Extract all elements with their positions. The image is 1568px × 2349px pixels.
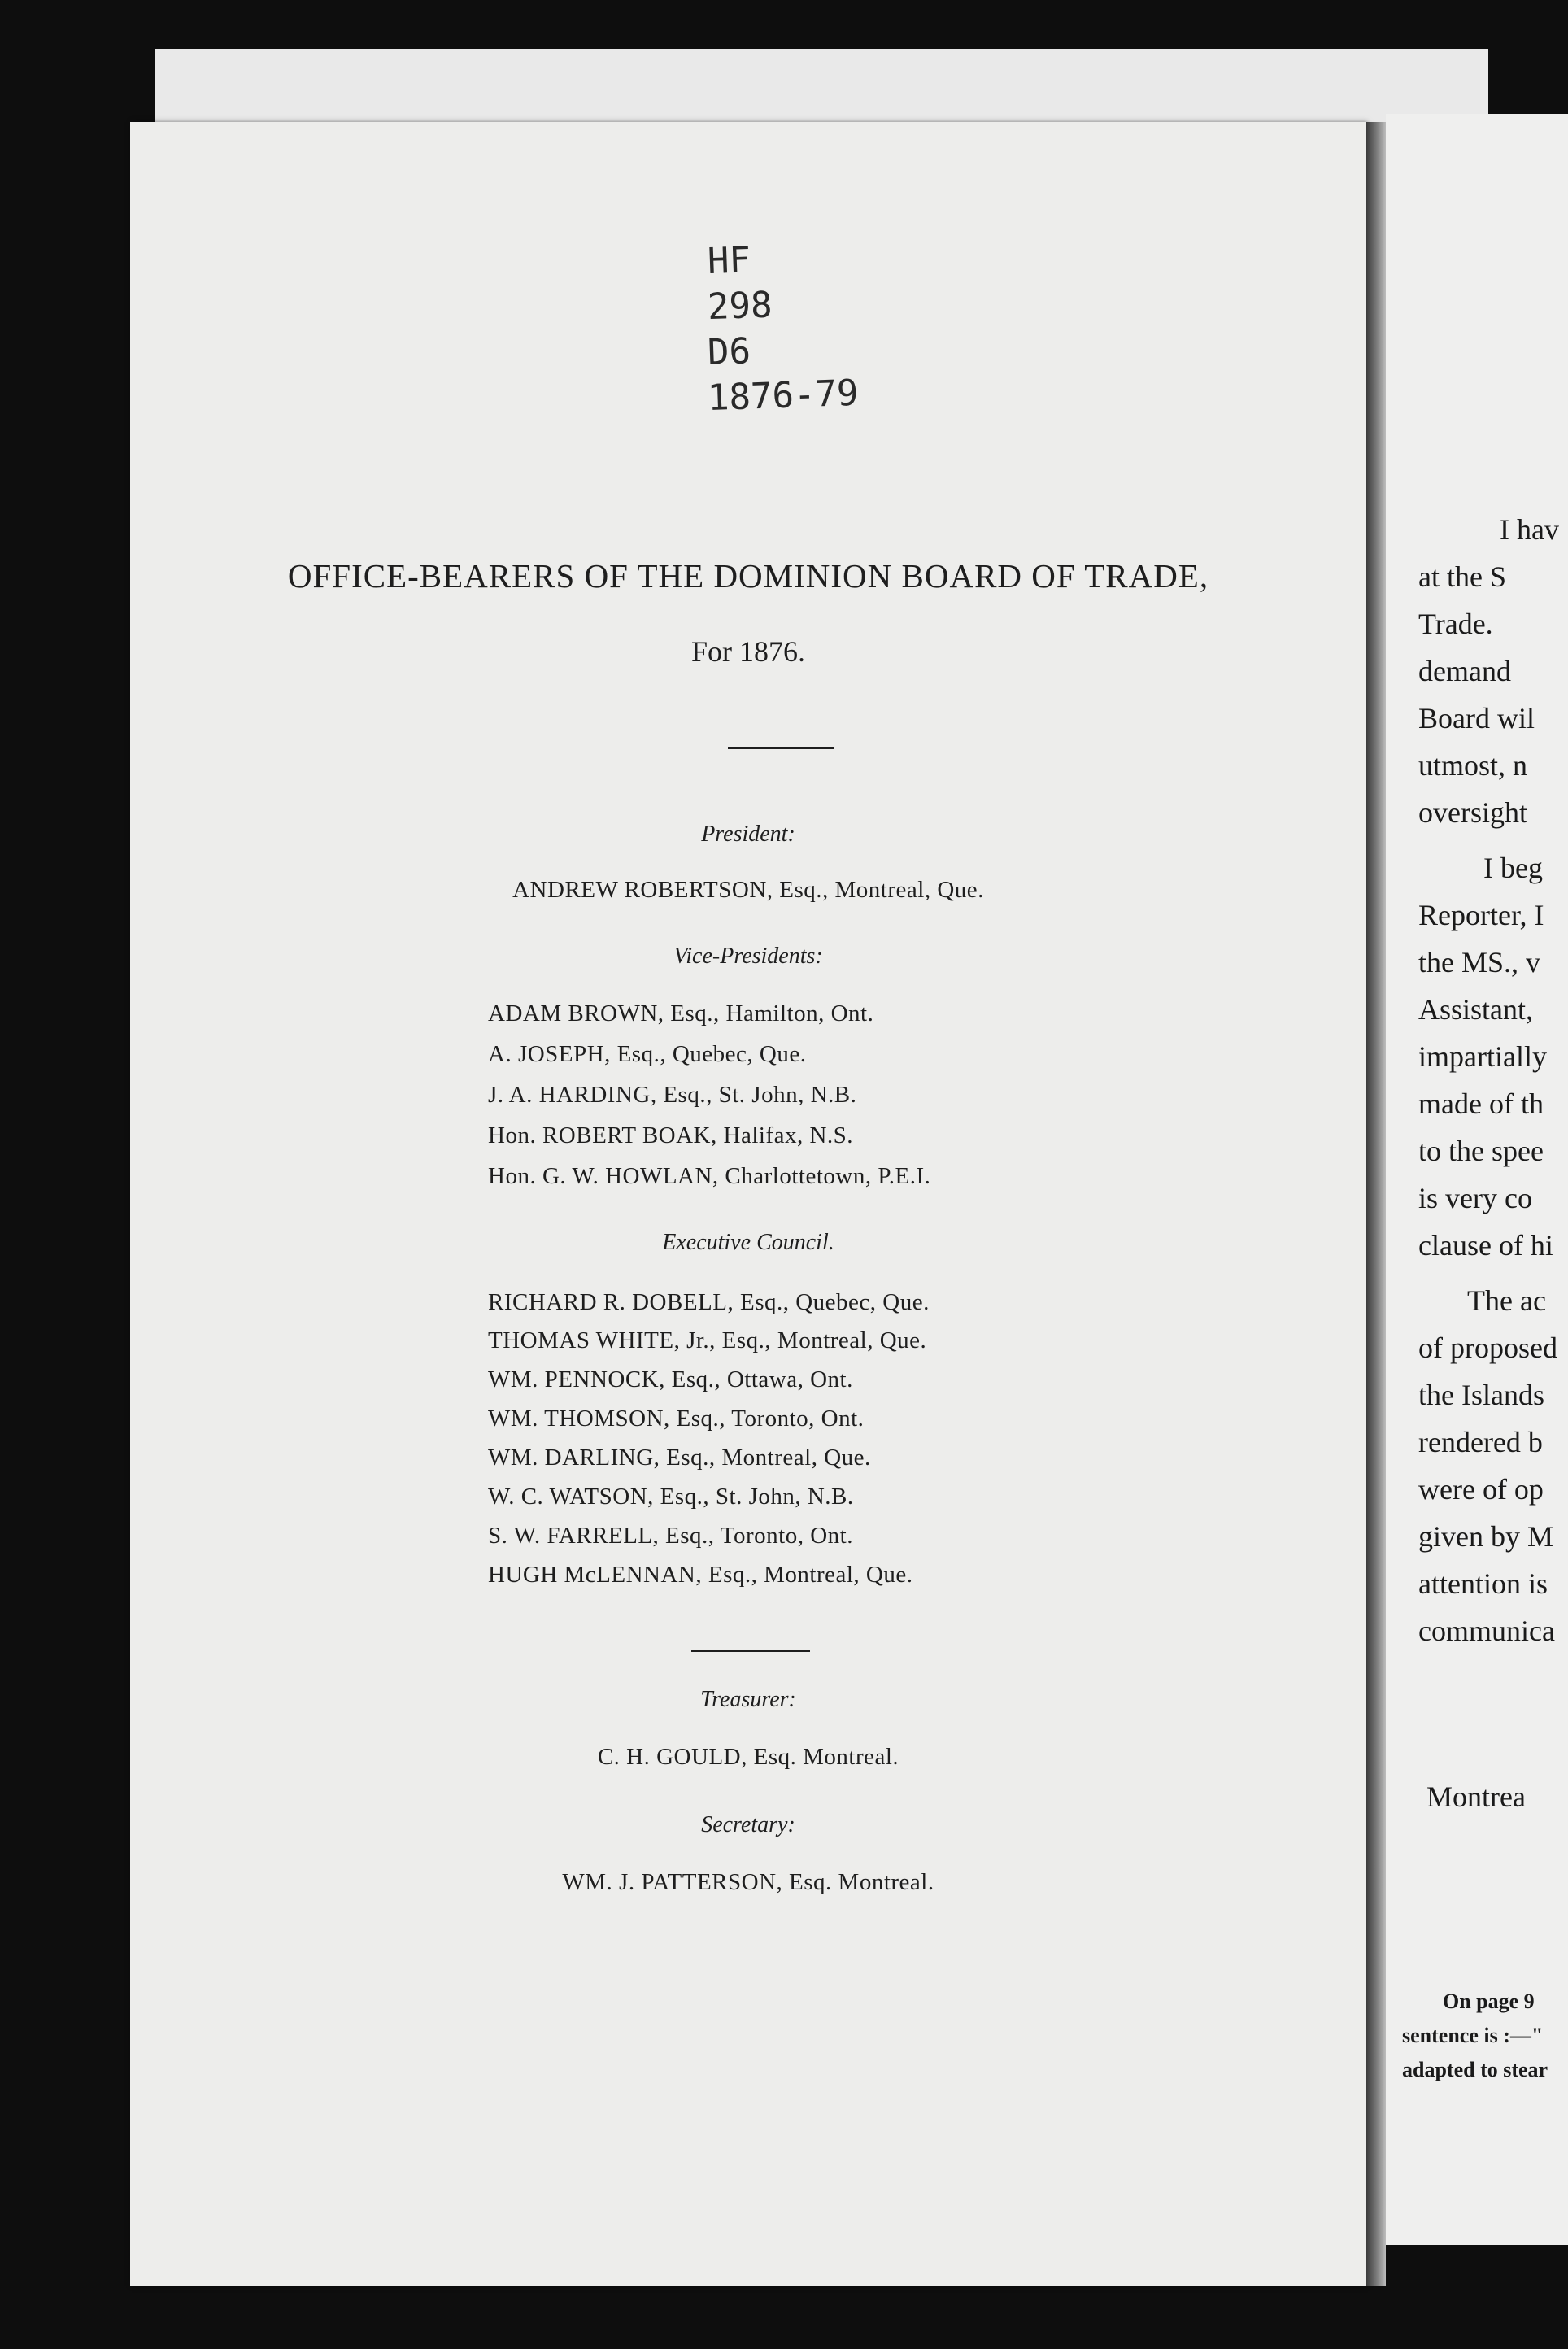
secretary-name: WM. J. PATTERSON, Esq. Montreal.: [562, 1869, 934, 1895]
facing-line: made of th: [1418, 1087, 1544, 1120]
facing-line: oversight: [1418, 796, 1527, 829]
divider: [728, 747, 834, 749]
facing-line: Montrea: [1426, 1780, 1526, 1813]
divider: [691, 1650, 810, 1652]
facing-line: demand: [1418, 655, 1511, 687]
president-heading: President:: [701, 821, 795, 847]
president-name: ANDREW ROBERTSON, Esq., Montreal, Que.: [512, 877, 984, 903]
facing-page: [1386, 114, 1568, 2245]
facing-line: rendered b: [1418, 1426, 1543, 1458]
list-item: Hon. G. W. HOWLAN, Charlottetown, P.E.I.: [488, 1163, 931, 1189]
facing-line: given by M: [1418, 1520, 1553, 1553]
book-gutter: [1366, 122, 1386, 2286]
list-item: A. JOSEPH, Esq., Quebec, Que.: [488, 1041, 807, 1067]
treasurer-heading: Treasurer:: [700, 1687, 796, 1712]
facing-footnote-line: sentence is :—": [1402, 2024, 1544, 2047]
page-title: OFFICE-BEARERS OF THE DOMINION BOARD OF TRADE,: [287, 557, 1209, 595]
list-item: J. A. HARDING, Esq., St. John, N.B.: [488, 1082, 857, 1108]
list-item: RICHARD R. DOBELL, Esq., Quebec, Que.: [488, 1289, 930, 1315]
call-number-line: 1876-79: [707, 372, 860, 420]
facing-line: Assistant,: [1418, 993, 1534, 1026]
list-item: WM. THOMSON, Esq., Toronto, Ont.: [488, 1405, 865, 1432]
facing-line: to the spee: [1418, 1135, 1544, 1167]
list-item: W. C. WATSON, Esq., St. John, N.B.: [488, 1484, 854, 1510]
facing-line: utmost, n: [1418, 749, 1528, 782]
facing-line: the MS., v: [1418, 946, 1541, 978]
call-number: [708, 236, 903, 418]
facing-line: impartially: [1418, 1040, 1547, 1073]
list-item: WM. PENNOCK, Esq., Ottawa, Ont.: [488, 1366, 853, 1392]
list-item: ADAM BROWN, Esq., Hamilton, Ont.: [488, 1000, 874, 1026]
executive-council-heading: Executive Council.: [662, 1230, 834, 1255]
facing-footnote-line: adapted to stear: [1402, 2058, 1548, 2081]
facing-line: Reporter, I: [1418, 899, 1544, 931]
list-item: S. W. FARRELL, Esq., Toronto, Ont.: [488, 1523, 853, 1549]
facing-footnote-line: On page 9: [1443, 1989, 1535, 2013]
list-item: THOMAS WHITE, Jr., Esq., Montreal, Que.: [488, 1327, 927, 1353]
secretary-heading: Secretary:: [701, 1812, 795, 1837]
facing-line: communica: [1418, 1615, 1555, 1647]
page-subtitle: For 1876.: [690, 635, 805, 668]
facing-line: clause of hi: [1418, 1229, 1553, 1262]
facing-line: Trade.: [1418, 608, 1493, 640]
facing-line: Board wil: [1418, 702, 1535, 734]
call-number-line: 298: [707, 284, 773, 329]
list-item: Hon. ROBERT BOAK, Halifax, N.S.: [488, 1122, 854, 1148]
facing-line: the Islands: [1418, 1379, 1544, 1411]
list-item: HUGH McLENNAN, Esq., Montreal, Que.: [488, 1562, 913, 1588]
facing-line: at the S: [1418, 560, 1506, 593]
facing-line: I hav: [1500, 513, 1559, 546]
vice-presidents-heading: Vice-Presidents:: [673, 944, 823, 969]
call-number-line: D6: [707, 330, 751, 374]
facing-line: The ac: [1467, 1284, 1546, 1317]
document-page: [130, 122, 1366, 2286]
facing-line: were of op: [1418, 1473, 1544, 1506]
facing-line: I beg: [1483, 852, 1543, 884]
facing-line: is very co: [1418, 1182, 1532, 1214]
facing-line: attention is: [1418, 1567, 1548, 1600]
treasurer-name: C. H. GOULD, Esq. Montreal.: [597, 1744, 899, 1770]
list-item: WM. DARLING, Esq., Montreal, Que.: [488, 1445, 871, 1471]
call-number-line: HF: [707, 239, 751, 283]
facing-line: of proposed: [1418, 1331, 1557, 1364]
